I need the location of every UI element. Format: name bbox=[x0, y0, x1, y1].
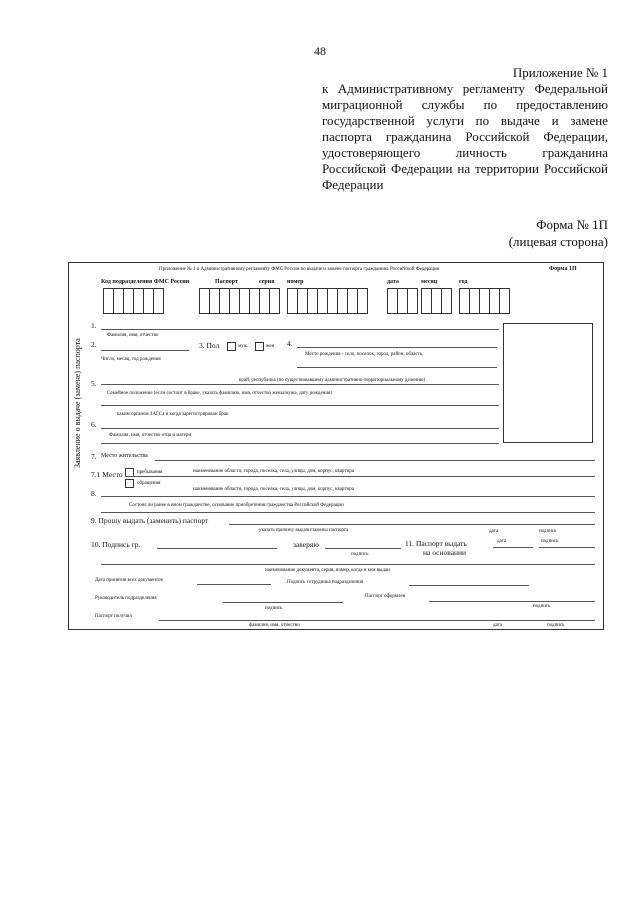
docs-line[interactable] bbox=[101, 564, 595, 565]
citizenship-caption: Состоял ли ранее в ином гражданстве, основание приобретения гражданства Российской Федерации bbox=[129, 503, 344, 508]
row4-num: 4. bbox=[287, 339, 293, 348]
docs-accepted-line[interactable] bbox=[197, 584, 271, 585]
staff-sign-line[interactable] bbox=[409, 585, 529, 586]
series-label: серия bbox=[259, 279, 275, 285]
address2-caption: наименование области, города, поселка, села, улицы, дом, корпус, квартира bbox=[193, 487, 354, 492]
form-vertical-title: Заявление о выдаче (замене) паспорта bbox=[73, 338, 82, 468]
row1-line[interactable] bbox=[101, 329, 499, 330]
female-label: жен bbox=[266, 344, 275, 349]
row2-num: 2. bbox=[91, 340, 97, 349]
birthplace-caption: Место рождения - село, поселок, город, район, область, bbox=[305, 352, 424, 357]
page-number: 48 bbox=[314, 44, 326, 58]
code-cells[interactable] bbox=[103, 288, 163, 314]
issue-sign-caption: подпись bbox=[541, 539, 559, 544]
appendix-description: к Административному регламенту Федеральной миграционной службы по предоставлению государственной услуги по выдаче и замене паспорта гражданина Российской Федерации, удостоверяющего личность гражданина Российской Федерации на территории Российской Федерации bbox=[322, 81, 608, 192]
reason-caption: указать причину выдачи/замены паспорта bbox=[259, 528, 349, 533]
signature-line[interactable] bbox=[157, 548, 277, 549]
address2-line[interactable] bbox=[101, 496, 595, 497]
sex-label: 3. Пол bbox=[199, 341, 220, 350]
male-checkbox[interactable] bbox=[227, 342, 236, 351]
issue-date-line[interactable] bbox=[493, 547, 533, 548]
residence-label: Место жительства bbox=[101, 453, 148, 459]
code-label: Код подразделения ФМС России bbox=[101, 279, 190, 285]
certify-sign-caption: подпись bbox=[351, 552, 369, 557]
row7-num: 7. bbox=[91, 452, 97, 461]
address1-line[interactable] bbox=[125, 476, 595, 477]
day-cells[interactable] bbox=[387, 288, 417, 314]
staff-sign-label: Подпись сотрудника подразделения bbox=[287, 580, 364, 585]
row6-line[interactable] bbox=[101, 428, 499, 429]
reason-line[interactable] bbox=[229, 524, 595, 525]
row9-label: 9. Прошу выдать (заменить) паспорт bbox=[91, 516, 209, 525]
form-number: Форма № 1П bbox=[536, 217, 608, 232]
stay-label: пребывания bbox=[137, 470, 163, 475]
birthdate-caption: Число, месяц, год рождения bbox=[101, 357, 161, 362]
region-caption: край, республика (по существовавшему административно-территориальному делению) bbox=[239, 378, 426, 383]
passport-label: Паспорт bbox=[215, 279, 238, 285]
photo-box bbox=[503, 323, 593, 443]
received-sign-caption: подпись bbox=[547, 623, 565, 628]
row10-label: 10. Подпись гр. bbox=[91, 540, 141, 549]
birthdate-line[interactable] bbox=[101, 350, 189, 351]
docs-caption: наименование документа, серия, номер, когда и кем выдан bbox=[265, 568, 390, 573]
fio-caption: Фамилия, имя, отчество bbox=[107, 333, 159, 338]
birthplace-line1[interactable] bbox=[297, 347, 497, 348]
row5-num: 5. bbox=[91, 379, 97, 388]
received-label: Паспорт получил bbox=[95, 614, 132, 619]
year-cells[interactable] bbox=[459, 288, 509, 314]
appendix-header bbox=[322, 65, 608, 193]
row71-num: 7.1 Место bbox=[91, 470, 123, 479]
row11-label: 11. Паспорт выдать bbox=[405, 539, 467, 548]
date-caption: дата bbox=[489, 529, 499, 534]
form-top-caption: Приложение № 1 к Административному регламенту ФМС России по выдаче и замене паспорта гражданина Российской Федерации bbox=[159, 267, 440, 272]
row8-num: 8. bbox=[91, 489, 97, 498]
parents-line[interactable] bbox=[101, 443, 499, 444]
received-fio-caption: фамилия, имя, отчество bbox=[249, 623, 300, 628]
row6-num: 6. bbox=[91, 420, 97, 429]
signature-caption: подпись bbox=[539, 529, 557, 534]
certify-line[interactable] bbox=[325, 548, 401, 549]
male-label: муж. bbox=[238, 344, 249, 349]
docs-accepted-label: Дата принятия всех документов bbox=[95, 578, 163, 583]
basis-label: на основании bbox=[423, 548, 467, 557]
female-checkbox[interactable] bbox=[255, 342, 264, 351]
passport-issued-line[interactable] bbox=[429, 601, 595, 602]
birthplace-line2[interactable] bbox=[297, 367, 497, 368]
series-cells[interactable] bbox=[199, 288, 279, 314]
day-label: дата bbox=[387, 279, 399, 285]
form-id: Форма 1П bbox=[549, 266, 577, 272]
year-label: год bbox=[459, 279, 468, 285]
family-line[interactable] bbox=[101, 405, 499, 406]
row1-num: 1. bbox=[91, 321, 97, 330]
citizenship-line[interactable] bbox=[101, 512, 595, 513]
head-sign-caption: подпись bbox=[265, 606, 283, 611]
application-form bbox=[68, 262, 604, 630]
issue-date-caption: дата bbox=[497, 539, 507, 544]
certify-label: заверяю bbox=[293, 540, 319, 549]
family-caption: Семейное положение (если состоит в браке, указать фамилию, имя, отчество жены/мужа, дату рождения) bbox=[107, 391, 333, 396]
received-date-caption: дата bbox=[493, 623, 503, 628]
month-label: месяц bbox=[421, 279, 438, 285]
number-label: номер bbox=[287, 279, 304, 285]
head-line[interactable] bbox=[223, 602, 343, 603]
appeal-checkbox[interactable] bbox=[125, 479, 134, 488]
passport-issued-label: Паспорт оформлен bbox=[365, 594, 406, 599]
residence-line[interactable] bbox=[155, 460, 595, 461]
number-cells[interactable] bbox=[287, 288, 367, 314]
form-label bbox=[509, 216, 608, 250]
month-cells[interactable] bbox=[421, 288, 451, 314]
address1-caption: наименование области, города, поселка, села, улицы, дом, корпус, квартира bbox=[193, 469, 354, 474]
passport-issued-sign-caption: подпись bbox=[533, 604, 551, 609]
form-side: (лицевая сторона) bbox=[508, 234, 608, 249]
issue-sign-line[interactable] bbox=[539, 547, 595, 548]
head-label: Руководитель подразделения bbox=[95, 596, 157, 601]
zags-caption: каким органом ЗАГСа и когда зарегистрирован брак bbox=[117, 412, 229, 417]
received-line[interactable] bbox=[159, 620, 595, 621]
appeal-label: обращения bbox=[137, 481, 161, 486]
appendix-title: Приложение № 1 bbox=[512, 65, 608, 80]
row5-line[interactable] bbox=[101, 384, 499, 385]
father-caption: Фамилия, имя, отчество отца и матери bbox=[109, 433, 192, 438]
